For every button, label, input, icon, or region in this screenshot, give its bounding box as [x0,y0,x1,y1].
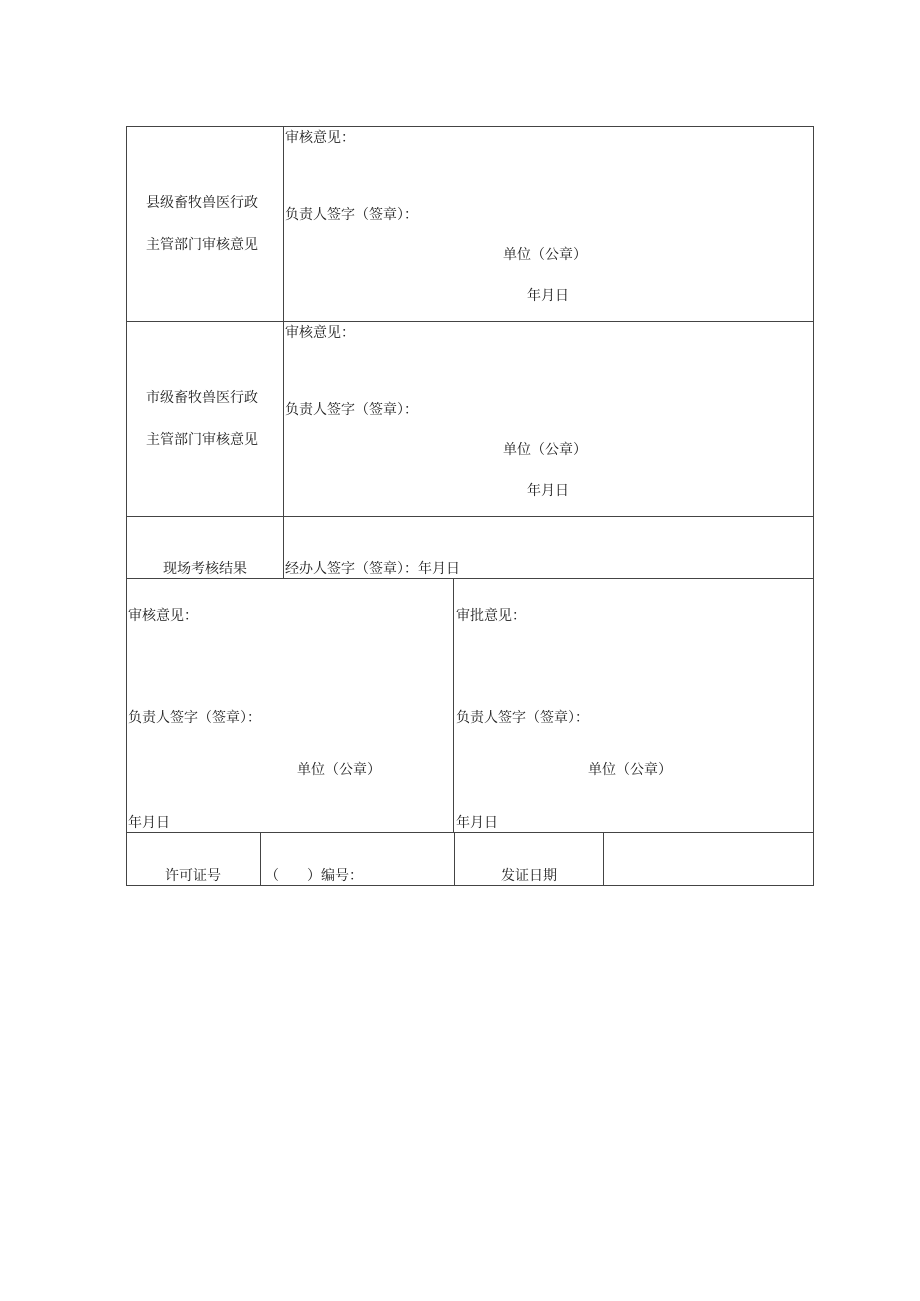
review-date-label: 年月日 [128,815,170,831]
city-date-label: 年月日 [527,483,569,499]
review-signature-label: 负责人签字（签章）： [128,710,261,726]
license-no-label: 许可证号 [165,868,221,884]
review-opinion-label: 审核意见： [128,608,198,624]
table-border-top [126,126,814,127]
issue-date-value[interactable] [610,868,800,884]
table-border-right [813,126,814,886]
onsite-handler-signature: 经办人签字（签章）：年月日 [285,561,460,577]
row-divider-city-onsite [126,516,814,517]
issue-date-label: 发证日期 [501,868,557,884]
county-signature-label: 负责人签字（签章）： [285,207,418,223]
approval-date-label: 年月日 [456,815,498,831]
row-divider-review-license [126,832,814,833]
county-date-label: 年月日 [527,288,569,304]
approval-signature-label: 负责人签字（签章）： [456,710,589,726]
county-label-line2: 主管部门审核意见 [146,237,258,253]
city-signature-label: 负责人签字（签章）： [285,402,418,418]
county-opinion-label: 审核意见： [285,130,355,146]
review-unit-label: 单位（公章） [297,762,381,778]
city-label-line2: 主管部门审核意见 [146,432,258,448]
table-border-bottom [126,885,814,886]
row-divider-county-city [126,321,814,322]
city-unit-label: 单位（公章） [503,442,587,458]
license-number-label: （ ）编号： [265,868,363,884]
license-divider-2 [454,832,455,885]
row-divider-onsite-review [126,578,814,579]
review-approval-divider [453,578,454,832]
approval-unit-label: 单位（公章） [588,762,672,778]
label-column-divider [283,126,284,578]
county-label-line1: 县级畜牧兽医行政 [146,195,258,211]
approval-opinion-label: 审批意见： [456,608,526,624]
license-divider-3 [603,832,604,885]
city-opinion-label: 审核意见： [285,325,355,341]
onsite-label: 现场考核结果 [163,561,247,577]
county-unit-label: 单位（公章） [503,247,587,263]
license-divider-1 [260,832,261,885]
table-border-left [126,126,127,886]
city-label-line1: 市级畜牧兽医行政 [146,390,258,406]
